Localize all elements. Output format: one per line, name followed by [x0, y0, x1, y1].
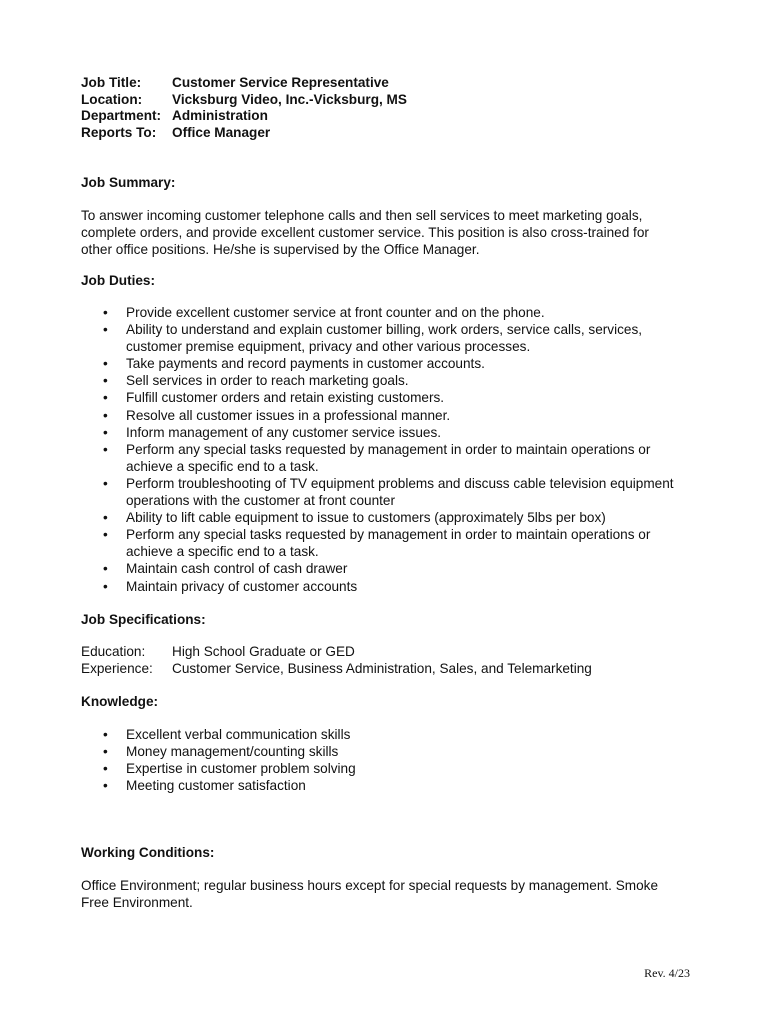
- list-item-text: Perform troubleshooting of TV equipment problems and discuss cable television equipment: [126, 475, 674, 491]
- job-summary-section: [81, 174, 701, 258]
- job-title-row: [81, 75, 407, 92]
- text-line: Free Environment.: [81, 895, 193, 910]
- list-item-text: Fulfill customer orders and retain existing customers.: [126, 390, 445, 406]
- education-row: [81, 643, 701, 660]
- list-item-text: Inform management of any customer service issues.: [126, 424, 442, 440]
- bullet-icon: •: [103, 373, 108, 389]
- list-item-text: Meeting customer satisfaction: [126, 778, 306, 794]
- list-item-text: Maintain privacy of customer accounts: [126, 578, 358, 594]
- spec-label: Experience:: [81, 661, 153, 676]
- section-heading: Job Specifications:: [81, 612, 206, 627]
- list-item: [81, 389, 721, 406]
- list-item-text: Ability to lift cable equipment to issue to customers (approximately 5lbs per box): [126, 510, 606, 526]
- list-item-text: Expertise in customer problem solving: [126, 761, 356, 777]
- header-label: Location:: [81, 91, 143, 107]
- bullet-icon: •: [103, 305, 108, 320]
- bullet-icon: •: [103, 727, 108, 742]
- spec-label: Education:: [81, 644, 146, 659]
- list-item: [81, 578, 721, 595]
- list-item-text: Ability to understand and explain customer billing, work orders, service calls, services,: [126, 322, 643, 338]
- text-line: complete orders, and provide excellent customer service. This position is also cross-trained for: [81, 225, 649, 240]
- knowledge-section: [81, 693, 701, 794]
- list-item-text: Money management/counting skills: [126, 744, 339, 760]
- summary-paragraph: [81, 207, 701, 258]
- bullet-icon: •: [103, 527, 108, 543]
- bullet-icon: •: [103, 561, 108, 577]
- job-header: [81, 75, 407, 141]
- list-item-text: Sell services in order to reach marketing goals.: [126, 373, 409, 389]
- list-item: [81, 355, 721, 372]
- list-item: [81, 760, 701, 777]
- bullet-icon: •: [103, 441, 108, 457]
- text-line: other office positions. He/she is supervised by the Office Manager.: [81, 242, 480, 257]
- list-item-text: customer premise equipment, privacy and other various processes.: [126, 339, 531, 355]
- spec-value: Customer Service, Business Administration, Sales, and Telemarketing: [172, 661, 592, 676]
- department-row: [81, 108, 407, 125]
- bullet-icon: •: [103, 510, 108, 526]
- list-item: [81, 509, 721, 526]
- duties-list: [81, 304, 721, 595]
- list-item: [81, 304, 721, 321]
- list-item: [81, 424, 721, 441]
- bullet-icon: •: [103, 424, 108, 440]
- reports-to-row: [81, 125, 407, 142]
- list-item: [81, 475, 721, 509]
- list-item-text: Provide excellent customer service at front counter and on the phone.: [126, 305, 545, 320]
- list-item-text: Perform any special tasks requested by management in order to maintain operations or: [126, 441, 651, 457]
- list-item: [81, 372, 721, 389]
- section-heading: Knowledge:: [81, 694, 159, 709]
- working-conditions-section: [81, 844, 701, 911]
- bullet-icon: •: [103, 407, 108, 423]
- header-value: Office Manager: [172, 124, 271, 140]
- spec-value: High School Graduate or GED: [172, 644, 355, 659]
- section-heading: Job Duties:: [81, 273, 156, 288]
- list-item-text: achieve a specific end to a task.: [126, 458, 319, 474]
- header-label: Department:: [81, 108, 162, 123]
- list-item-text: Excellent verbal communication skills: [126, 727, 351, 742]
- bullet-icon: •: [103, 744, 108, 760]
- list-item: [81, 321, 721, 355]
- bullet-icon: •: [103, 390, 108, 406]
- list-item: [81, 407, 721, 424]
- list-item-text: achieve a specific end to a task.: [126, 544, 319, 560]
- text-line: To answer incoming customer telephone calls and then sell services to meet marketing goals,: [81, 208, 643, 223]
- section-heading: Working Conditions:: [81, 845, 215, 860]
- bullet-icon: •: [103, 475, 108, 491]
- list-item: [81, 441, 721, 475]
- text-line: Office Environment; regular business hours except for special requests by management. Smoke: [81, 878, 659, 893]
- bullet-icon: •: [103, 356, 108, 372]
- header-value: Customer Service Representative: [172, 75, 389, 90]
- location-row: [81, 92, 407, 109]
- list-item: [81, 560, 721, 577]
- bullet-icon: •: [103, 322, 108, 338]
- header-value: Administration: [172, 108, 268, 123]
- knowledge-list: [81, 726, 701, 794]
- list-item-text: Maintain cash control of cash drawer: [126, 561, 348, 577]
- header-value: Vicksburg Video, Inc.-Vicksburg, MS: [172, 91, 407, 107]
- list-item-text: Resolve all customer issues in a professional manner.: [126, 407, 451, 423]
- section-heading: Job Summary:: [81, 175, 176, 190]
- list-item: [81, 743, 701, 760]
- bullet-icon: •: [103, 578, 108, 594]
- list-item-text: operations with the customer at front counter: [126, 493, 395, 509]
- bullet-icon: •: [103, 761, 108, 777]
- job-specifications-section: [81, 611, 701, 677]
- list-item: [81, 777, 701, 794]
- list-item: [81, 726, 701, 743]
- working-conditions-paragraph: [81, 877, 701, 911]
- job-duties-section: [81, 272, 721, 595]
- revision-note: Rev. 4/23: [644, 966, 690, 980]
- list-item-text: Perform any special tasks requested by management in order to maintain operations or: [126, 527, 651, 543]
- bullet-icon: •: [103, 778, 108, 794]
- list-item-text: Take payments and record payments in customer accounts.: [126, 356, 485, 372]
- header-label: Reports To:: [81, 124, 157, 140]
- experience-row: [81, 660, 701, 677]
- list-item: [81, 526, 721, 560]
- header-label: Job Title:: [81, 75, 142, 90]
- specifications-table: [81, 643, 701, 677]
